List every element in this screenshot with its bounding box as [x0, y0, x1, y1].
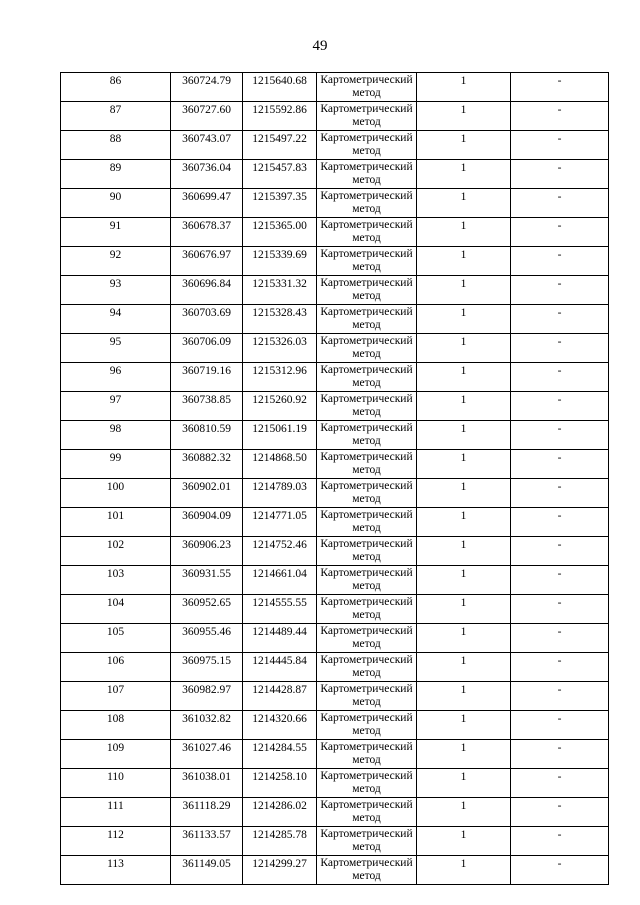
point-number-cell: 111	[61, 798, 171, 827]
method-cell: Картометрический метод	[317, 102, 417, 131]
point-number-cell: 96	[61, 363, 171, 392]
table-row	[61, 537, 609, 566]
method-cell: Картометрический метод	[317, 334, 417, 363]
note-cell: -	[511, 595, 609, 624]
x-coordinate-cell: 361027.46	[171, 740, 243, 769]
x-coordinate-cell: 360743.07	[171, 131, 243, 160]
accuracy-cell: 1	[417, 653, 511, 682]
accuracy-cell: 1	[417, 218, 511, 247]
accuracy-cell: 1	[417, 450, 511, 479]
accuracy-cell: 1	[417, 363, 511, 392]
y-coordinate-cell: 1214789.03	[243, 479, 317, 508]
accuracy-cell: 1	[417, 769, 511, 798]
point-number-cell: 90	[61, 189, 171, 218]
method-cell: Картометрический метод	[317, 827, 417, 856]
accuracy-cell: 1	[417, 73, 511, 102]
note-cell: -	[511, 769, 609, 798]
method-cell: Картометрический метод	[317, 392, 417, 421]
y-coordinate-cell: 1214555.55	[243, 595, 317, 624]
point-number-cell: 102	[61, 537, 171, 566]
x-coordinate-cell: 360727.60	[171, 102, 243, 131]
y-coordinate-cell: 1214320.66	[243, 711, 317, 740]
note-cell: -	[511, 537, 609, 566]
x-coordinate-cell: 360810.59	[171, 421, 243, 450]
method-cell: Картометрический метод	[317, 305, 417, 334]
y-coordinate-cell: 1214284.55	[243, 740, 317, 769]
note-cell: -	[511, 392, 609, 421]
table-row	[61, 450, 609, 479]
y-coordinate-cell: 1215326.03	[243, 334, 317, 363]
note-cell: -	[511, 73, 609, 102]
x-coordinate-cell: 360955.46	[171, 624, 243, 653]
method-cell: Картометрический метод	[317, 218, 417, 247]
accuracy-cell: 1	[417, 827, 511, 856]
table-row	[61, 392, 609, 421]
accuracy-cell: 1	[417, 421, 511, 450]
method-cell: Картометрический метод	[317, 363, 417, 392]
method-cell: Картометрический метод	[317, 73, 417, 102]
method-cell: Картометрический метод	[317, 508, 417, 537]
point-number-cell: 107	[61, 682, 171, 711]
x-coordinate-cell: 360724.79	[171, 73, 243, 102]
accuracy-cell: 1	[417, 624, 511, 653]
method-cell: Картометрический метод	[317, 247, 417, 276]
accuracy-cell: 1	[417, 189, 511, 218]
table-row	[61, 160, 609, 189]
note-cell: -	[511, 740, 609, 769]
point-number-cell: 95	[61, 334, 171, 363]
x-coordinate-cell: 360719.16	[171, 363, 243, 392]
x-coordinate-cell: 361032.82	[171, 711, 243, 740]
y-coordinate-cell: 1215365.00	[243, 218, 317, 247]
y-coordinate-cell: 1214428.87	[243, 682, 317, 711]
note-cell: -	[511, 798, 609, 827]
table-row	[61, 276, 609, 305]
x-coordinate-cell: 361118.29	[171, 798, 243, 827]
point-number-cell: 104	[61, 595, 171, 624]
x-coordinate-cell: 360738.85	[171, 392, 243, 421]
method-cell: Картометрический метод	[317, 276, 417, 305]
y-coordinate-cell: 1214258.10	[243, 769, 317, 798]
x-coordinate-cell: 360696.84	[171, 276, 243, 305]
accuracy-cell: 1	[417, 537, 511, 566]
x-coordinate-cell: 360882.32	[171, 450, 243, 479]
point-number-cell: 93	[61, 276, 171, 305]
note-cell: -	[511, 479, 609, 508]
x-coordinate-cell: 360736.04	[171, 160, 243, 189]
table-row	[61, 247, 609, 276]
y-coordinate-cell: 1214771.05	[243, 508, 317, 537]
table-row	[61, 740, 609, 769]
x-coordinate-cell: 360902.01	[171, 479, 243, 508]
table-row	[61, 334, 609, 363]
x-coordinate-cell: 360952.65	[171, 595, 243, 624]
y-coordinate-cell: 1215397.35	[243, 189, 317, 218]
table-row	[61, 798, 609, 827]
y-coordinate-cell: 1215497.22	[243, 131, 317, 160]
y-coordinate-cell: 1215640.68	[243, 73, 317, 102]
table-row	[61, 653, 609, 682]
accuracy-cell: 1	[417, 131, 511, 160]
method-cell: Картометрический метод	[317, 160, 417, 189]
point-number-cell: 92	[61, 247, 171, 276]
y-coordinate-cell: 1215328.43	[243, 305, 317, 334]
accuracy-cell: 1	[417, 740, 511, 769]
accuracy-cell: 1	[417, 392, 511, 421]
table-row	[61, 856, 609, 885]
method-cell: Картометрический метод	[317, 595, 417, 624]
note-cell: -	[511, 450, 609, 479]
table-row	[61, 131, 609, 160]
note-cell: -	[511, 827, 609, 856]
method-cell: Картометрический метод	[317, 421, 417, 450]
point-number-cell: 97	[61, 392, 171, 421]
accuracy-cell: 1	[417, 798, 511, 827]
y-coordinate-cell: 1214752.46	[243, 537, 317, 566]
table-row	[61, 769, 609, 798]
table-row	[61, 624, 609, 653]
x-coordinate-cell: 360703.69	[171, 305, 243, 334]
x-coordinate-cell: 360931.55	[171, 566, 243, 595]
note-cell: -	[511, 856, 609, 885]
x-coordinate-cell: 360906.23	[171, 537, 243, 566]
x-coordinate-cell: 360904.09	[171, 508, 243, 537]
table-row	[61, 479, 609, 508]
table-row	[61, 595, 609, 624]
method-cell: Картометрический метод	[317, 653, 417, 682]
note-cell: -	[511, 421, 609, 450]
method-cell: Картометрический метод	[317, 682, 417, 711]
point-number-cell: 101	[61, 508, 171, 537]
table-row	[61, 508, 609, 537]
y-coordinate-cell: 1214299.27	[243, 856, 317, 885]
accuracy-cell: 1	[417, 856, 511, 885]
note-cell: -	[511, 566, 609, 595]
point-number-cell: 110	[61, 769, 171, 798]
method-cell: Картометрический метод	[317, 769, 417, 798]
table-row	[61, 682, 609, 711]
y-coordinate-cell: 1215331.32	[243, 276, 317, 305]
method-cell: Картометрический метод	[317, 856, 417, 885]
accuracy-cell: 1	[417, 305, 511, 334]
accuracy-cell: 1	[417, 334, 511, 363]
point-number-cell: 94	[61, 305, 171, 334]
point-number-cell: 91	[61, 218, 171, 247]
y-coordinate-cell: 1215592.86	[243, 102, 317, 131]
method-cell: Картометрический метод	[317, 624, 417, 653]
note-cell: -	[511, 102, 609, 131]
point-number-cell: 105	[61, 624, 171, 653]
note-cell: -	[511, 305, 609, 334]
y-coordinate-cell: 1214445.84	[243, 653, 317, 682]
x-coordinate-cell: 360699.47	[171, 189, 243, 218]
accuracy-cell: 1	[417, 508, 511, 537]
x-coordinate-cell: 360678.37	[171, 218, 243, 247]
y-coordinate-cell: 1214285.78	[243, 827, 317, 856]
point-number-cell: 108	[61, 711, 171, 740]
point-number-cell: 106	[61, 653, 171, 682]
accuracy-cell: 1	[417, 479, 511, 508]
table-row	[61, 218, 609, 247]
x-coordinate-cell: 361133.57	[171, 827, 243, 856]
point-number-cell: 86	[61, 73, 171, 102]
point-number-cell: 103	[61, 566, 171, 595]
point-number-cell: 100	[61, 479, 171, 508]
note-cell: -	[511, 189, 609, 218]
accuracy-cell: 1	[417, 276, 511, 305]
point-number-cell: 112	[61, 827, 171, 856]
method-cell: Картометрический метод	[317, 566, 417, 595]
accuracy-cell: 1	[417, 160, 511, 189]
note-cell: -	[511, 247, 609, 276]
table-row	[61, 827, 609, 856]
accuracy-cell: 1	[417, 711, 511, 740]
table-row	[61, 102, 609, 131]
note-cell: -	[511, 624, 609, 653]
method-cell: Картометрический метод	[317, 537, 417, 566]
coordinates-table	[60, 72, 609, 885]
y-coordinate-cell: 1214286.02	[243, 798, 317, 827]
y-coordinate-cell: 1214868.50	[243, 450, 317, 479]
y-coordinate-cell: 1215457.83	[243, 160, 317, 189]
note-cell: -	[511, 334, 609, 363]
y-coordinate-cell: 1215312.96	[243, 363, 317, 392]
point-number-cell: 87	[61, 102, 171, 131]
point-number-cell: 109	[61, 740, 171, 769]
method-cell: Картометрический метод	[317, 740, 417, 769]
table-row	[61, 711, 609, 740]
accuracy-cell: 1	[417, 102, 511, 131]
note-cell: -	[511, 160, 609, 189]
point-number-cell: 89	[61, 160, 171, 189]
x-coordinate-cell: 361149.05	[171, 856, 243, 885]
accuracy-cell: 1	[417, 247, 511, 276]
method-cell: Картометрический метод	[317, 450, 417, 479]
table-row	[61, 421, 609, 450]
y-coordinate-cell: 1215339.69	[243, 247, 317, 276]
point-number-cell: 113	[61, 856, 171, 885]
note-cell: -	[511, 131, 609, 160]
method-cell: Картометрический метод	[317, 711, 417, 740]
note-cell: -	[511, 276, 609, 305]
note-cell: -	[511, 711, 609, 740]
table-row	[61, 566, 609, 595]
method-cell: Картометрический метод	[317, 189, 417, 218]
y-coordinate-cell: 1214489.44	[243, 624, 317, 653]
note-cell: -	[511, 218, 609, 247]
point-number-cell: 88	[61, 131, 171, 160]
table-row	[61, 363, 609, 392]
note-cell: -	[511, 508, 609, 537]
note-cell: -	[511, 653, 609, 682]
point-number-cell: 99	[61, 450, 171, 479]
coordinates-table-body	[61, 73, 609, 885]
accuracy-cell: 1	[417, 595, 511, 624]
y-coordinate-cell: 1214661.04	[243, 566, 317, 595]
table-row	[61, 73, 609, 102]
table-row	[61, 305, 609, 334]
x-coordinate-cell: 360676.97	[171, 247, 243, 276]
point-number-cell: 98	[61, 421, 171, 450]
x-coordinate-cell: 360706.09	[171, 334, 243, 363]
x-coordinate-cell: 360975.15	[171, 653, 243, 682]
method-cell: Картометрический метод	[317, 798, 417, 827]
page-number: 49	[312, 38, 328, 54]
accuracy-cell: 1	[417, 566, 511, 595]
x-coordinate-cell: 361038.01	[171, 769, 243, 798]
note-cell: -	[511, 682, 609, 711]
accuracy-cell: 1	[417, 682, 511, 711]
table-row	[61, 189, 609, 218]
y-coordinate-cell: 1215061.19	[243, 421, 317, 450]
y-coordinate-cell: 1215260.92	[243, 392, 317, 421]
method-cell: Картометрический метод	[317, 131, 417, 160]
method-cell: Картометрический метод	[317, 479, 417, 508]
x-coordinate-cell: 360982.97	[171, 682, 243, 711]
note-cell: -	[511, 363, 609, 392]
